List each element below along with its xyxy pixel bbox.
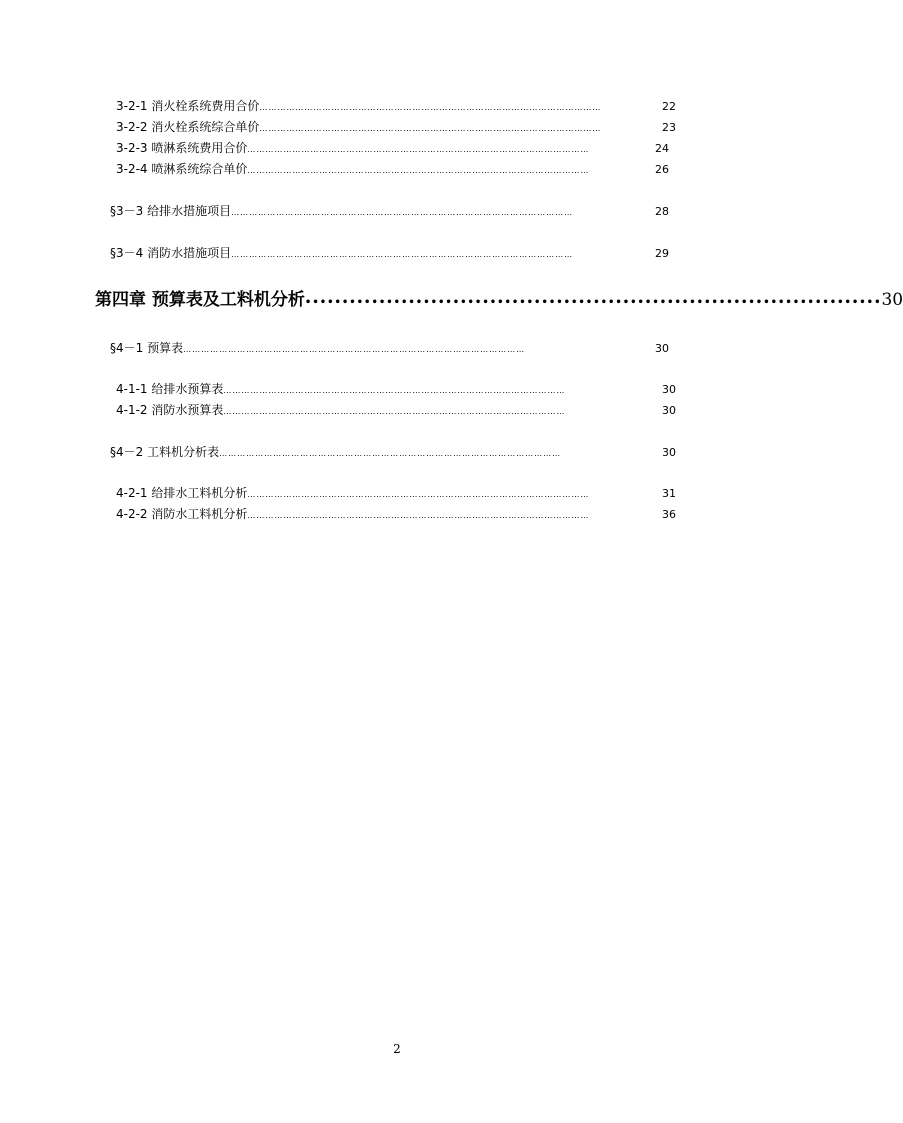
toc-entry-page: 30 (662, 404, 676, 417)
leader-dots: …………………………………………………………………………………………………… (259, 103, 602, 112)
toc-entry-label: 第四章 预算表及工料机分析 (95, 290, 305, 310)
leader-dots: …………………………………………………………………………………………………… (247, 511, 590, 520)
toc-entry-page: 24 (655, 142, 669, 155)
toc-entry[interactable] (116, 97, 676, 114)
leader-dots: •••••••••••••••••••••••••••••••••••••••••••••••••••••••••••••••••••••••••••••• (304, 297, 882, 308)
toc-entry[interactable] (116, 380, 676, 397)
toc-entry-label: 3-2-2 消火栓系统综合单价 (116, 120, 260, 134)
toc-entry-page: 28 (655, 205, 669, 218)
toc-chapter-entry[interactable] (95, 285, 903, 310)
toc-entry-label: 3-2-4 喷淋系统综合单价 (116, 162, 248, 176)
toc-entry-label: 4-1-2 消防水预算表 (116, 403, 224, 417)
leader-dots: …………………………………………………………………………………………………… (231, 250, 574, 259)
toc-entry-page: 31 (662, 487, 676, 500)
toc-entry-label: 4-2-1 给排水工料机分析 (116, 486, 248, 500)
toc-entry[interactable] (110, 202, 669, 219)
leader-dots: …………………………………………………………………………………………………… (219, 449, 562, 458)
toc-entry[interactable] (110, 339, 669, 356)
toc-entry[interactable] (116, 139, 669, 156)
toc-entry-label: §4－1 预算表 (110, 341, 184, 355)
toc-entry-page: 30 (655, 342, 669, 355)
toc-entry-label: 3-2-3 喷淋系统费用合价 (116, 141, 248, 155)
toc-entry[interactable] (116, 505, 676, 522)
toc-entry-page: 30 (662, 446, 676, 459)
toc-entry-label: 3-2-1 消火栓系统费用合价 (116, 99, 260, 113)
leader-dots: …………………………………………………………………………………………………… (247, 490, 590, 499)
leader-dots: …………………………………………………………………………………………………… (247, 145, 590, 154)
toc-entry-label: §4－2 工料机分析表 (110, 445, 220, 459)
toc-entry-label: §3－4 消防水措施项目 (110, 246, 232, 260)
toc-entry[interactable] (116, 401, 676, 418)
toc-entry[interactable] (116, 118, 676, 135)
toc-entry-page: 26 (655, 163, 669, 176)
leader-dots: …………………………………………………………………………………………………… (183, 345, 526, 354)
toc-entry-page: 30 (881, 290, 903, 310)
page-number: 2 (393, 1042, 401, 1056)
leader-dots: …………………………………………………………………………………………………… (247, 166, 590, 175)
toc-entry[interactable] (116, 160, 669, 177)
leader-dots: …………………………………………………………………………………………………… (231, 208, 574, 217)
toc-entry[interactable] (110, 244, 669, 261)
toc-entry-label: 4-2-2 消防水工料机分析 (116, 507, 248, 521)
toc-entry-page: 30 (662, 383, 676, 396)
toc-entry[interactable] (110, 443, 676, 460)
leader-dots: …………………………………………………………………………………………………… (223, 407, 566, 416)
toc-entry-page: 36 (662, 508, 676, 521)
toc-entry[interactable] (116, 484, 676, 501)
toc-entry-page: 23 (662, 121, 676, 134)
toc-entry-page: 29 (655, 247, 669, 260)
toc-entry-page: 22 (662, 100, 676, 113)
toc-entry-label: 4-1-1 给排水预算表 (116, 382, 224, 396)
toc-entry-label: §3－3 给排水措施项目 (110, 204, 232, 218)
leader-dots: …………………………………………………………………………………………………… (259, 124, 602, 133)
leader-dots: …………………………………………………………………………………………………… (223, 386, 566, 395)
